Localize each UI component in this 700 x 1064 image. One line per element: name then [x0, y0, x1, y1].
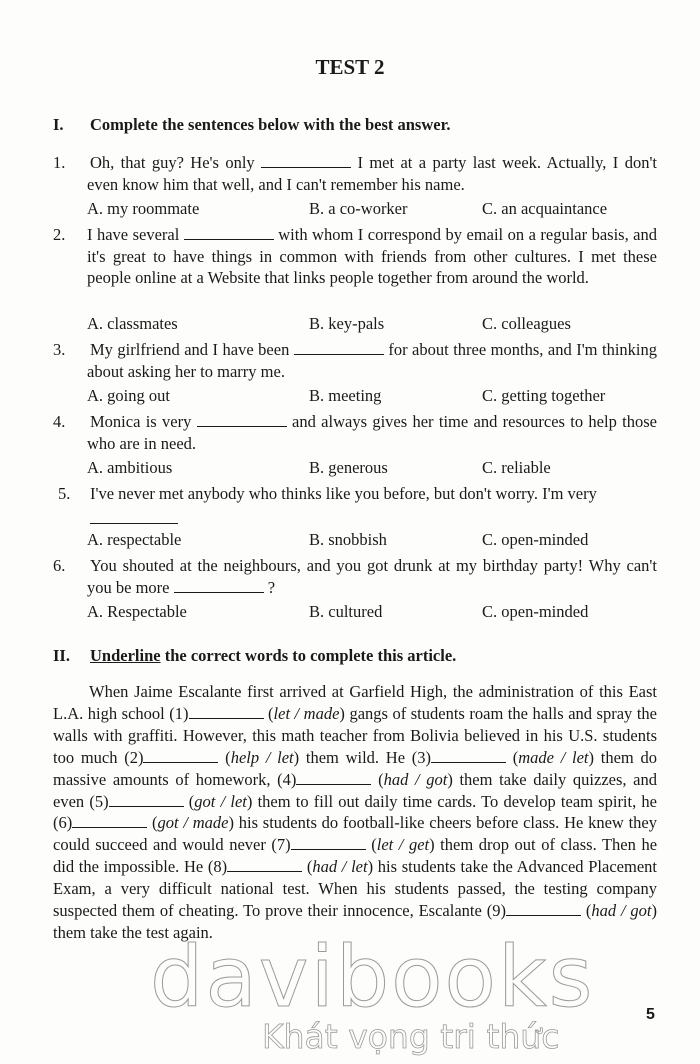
article-text: ) them wild. He (3)	[293, 747, 431, 767]
option-b[interactable]: B. key-pals	[309, 314, 385, 333]
question-text: I met at a party last week. Actually, I don't even know him that well, and I can't remember his name.	[87, 153, 658, 194]
option-b[interactable]: B. generous	[309, 458, 388, 477]
article-text: (	[263, 703, 274, 723]
answer-blank[interactable]	[296, 771, 371, 785]
question-3-options	[87, 386, 657, 408]
watermark-brand: davibooks	[150, 928, 595, 1026]
watermark-slogan: Khát vọng tri thức	[262, 1017, 560, 1056]
answer-blank[interactable]	[197, 413, 287, 427]
article-text: ) them drop out of class. Then he did the impossible. He (8)	[53, 835, 658, 877]
test-title: TEST 2	[315, 55, 385, 79]
article-text: (	[506, 747, 519, 767]
section-2-number: II.	[53, 646, 70, 665]
question-text: I have several	[87, 225, 184, 244]
option-a[interactable]: A. my roommate	[87, 199, 200, 218]
section-1-heading	[53, 115, 451, 135]
word-choices[interactable]: got / let	[194, 791, 247, 811]
question-5-options	[87, 530, 657, 552]
section-1-number: I.	[53, 115, 64, 134]
option-a[interactable]: A. ambitious	[87, 458, 173, 477]
question-1-options	[87, 199, 657, 221]
section-2-instruction-underlined: Underline	[90, 646, 161, 665]
option-b[interactable]: B. meeting	[309, 386, 382, 405]
article-paragraph	[53, 681, 657, 944]
option-c[interactable]: C. an acquaintance	[482, 199, 608, 218]
answer-blank[interactable]	[109, 793, 184, 807]
word-choices[interactable]: had / got	[383, 769, 448, 789]
word-choices[interactable]: had / got	[591, 901, 652, 921]
question-4-options	[87, 458, 657, 480]
question-text: You shouted at the neighbours, and you got drunk at my birthday party! Why can't you be more	[87, 556, 657, 597]
answer-blank[interactable]	[261, 154, 351, 168]
question-3	[53, 339, 657, 382]
section-2-heading	[53, 646, 456, 666]
word-choices[interactable]: had / let	[312, 857, 368, 877]
article-text: (	[580, 901, 592, 921]
word-choices[interactable]: let / made	[273, 703, 340, 723]
question-6-options	[87, 602, 657, 624]
option-c[interactable]: C. getting together	[482, 386, 606, 405]
question-text: with whom I correspond by email on a regular basis, and it's great to have things in common with friends from other cultures. I met these people online at a Website that links people together from around the world.	[87, 225, 657, 287]
question-5	[58, 483, 657, 529]
article-text: ) gangs of students roam the halls and spray the walls with graffiti. However, this math teacher from Bolivia believed in his U.S. students too much (2)	[53, 703, 657, 767]
option-a[interactable]: A. classmates	[87, 314, 178, 333]
option-b[interactable]: B. cultured	[309, 602, 383, 621]
question-4	[53, 411, 657, 454]
article-text: ) them do massive amounts of homework, (4)	[53, 747, 657, 789]
question-text: ?	[263, 577, 276, 597]
section-2-instruction: the correct words to complete this article.	[160, 646, 457, 665]
answer-blank[interactable]	[90, 510, 178, 524]
article-text: When Jaime Escalante first arrived at Garfield High, the administration of this East L.A. high school (1)	[53, 682, 657, 723]
word-choices[interactable]: got / made	[157, 813, 229, 833]
question-6	[53, 555, 657, 598]
article-text: (	[218, 747, 231, 767]
answer-blank[interactable]	[291, 836, 366, 850]
answer-blank[interactable]	[72, 814, 147, 828]
question-text: I've never met anybody who thinks like you before, but don't worry. I'm very	[90, 484, 597, 503]
question-number: 3.	[53, 340, 66, 359]
question-text: Oh, that guy? He's only	[90, 153, 262, 172]
answer-blank[interactable]	[506, 902, 581, 916]
question-2-options	[87, 314, 657, 336]
question-text: and always gives her time and resources to help those who are in need.	[87, 412, 657, 453]
article-text: ) them take daily quizzes, and even (5)	[53, 769, 658, 811]
option-c[interactable]: C. reliable	[482, 458, 551, 477]
answer-blank[interactable]	[294, 341, 384, 355]
question-text: for about three months, and I'm thinking about asking her to marry me.	[87, 340, 658, 381]
article-text: (	[302, 857, 313, 877]
article-text: (	[371, 769, 384, 789]
article-text: (	[365, 835, 377, 855]
option-c[interactable]: C. open-minded	[482, 602, 589, 621]
question-number: 5.	[58, 484, 71, 503]
option-a[interactable]: A. respectable	[87, 530, 182, 549]
option-c[interactable]: C. colleagues	[482, 314, 571, 333]
question-1	[53, 152, 657, 195]
article-text: ) his students do football-like cheers before class. He knew they could succeed and would never (7)	[53, 813, 658, 855]
question-text: Monica is very	[90, 412, 197, 431]
answer-blank[interactable]	[431, 749, 506, 763]
question-number: 4.	[53, 412, 66, 431]
article-text: (	[147, 813, 158, 833]
question-number: 2.	[53, 225, 66, 244]
answer-blank[interactable]	[184, 226, 274, 240]
option-a[interactable]: A. going out	[87, 386, 170, 405]
answer-blank[interactable]	[174, 579, 264, 593]
question-number: 1.	[53, 153, 66, 172]
answer-blank[interactable]	[189, 705, 264, 719]
article-text: ) his students take the Advanced Placement Exam, a very difficult national test. When his students passed, the testing company suspected them of cheating. To prove their innocence, Escalante (9)	[53, 857, 657, 921]
answer-blank[interactable]	[143, 749, 218, 763]
option-b[interactable]: B. snobbish	[309, 530, 387, 549]
article-text: (	[183, 791, 195, 811]
page-number: 5	[646, 1006, 655, 1023]
option-a[interactable]: A. Respectable	[87, 602, 187, 621]
option-b[interactable]: B. a co-worker	[309, 199, 408, 218]
question-number: 6.	[53, 556, 66, 575]
question-text: My girlfriend and I have been	[90, 340, 294, 359]
word-choices[interactable]: made / let	[518, 747, 589, 767]
article-text: ) them to fill out daily time cards. To develop team spirit, he (6)	[53, 791, 658, 833]
word-choices[interactable]: let / get	[376, 835, 430, 855]
section-1-instruction: Complete the sentences below with the best answer.	[90, 115, 451, 134]
word-choices[interactable]: help / let	[230, 747, 294, 767]
article-text: ) them take the test again.	[53, 901, 657, 942]
question-2	[53, 224, 657, 289]
answer-blank[interactable]	[227, 858, 302, 872]
option-c[interactable]: C. open-minded	[482, 530, 589, 549]
